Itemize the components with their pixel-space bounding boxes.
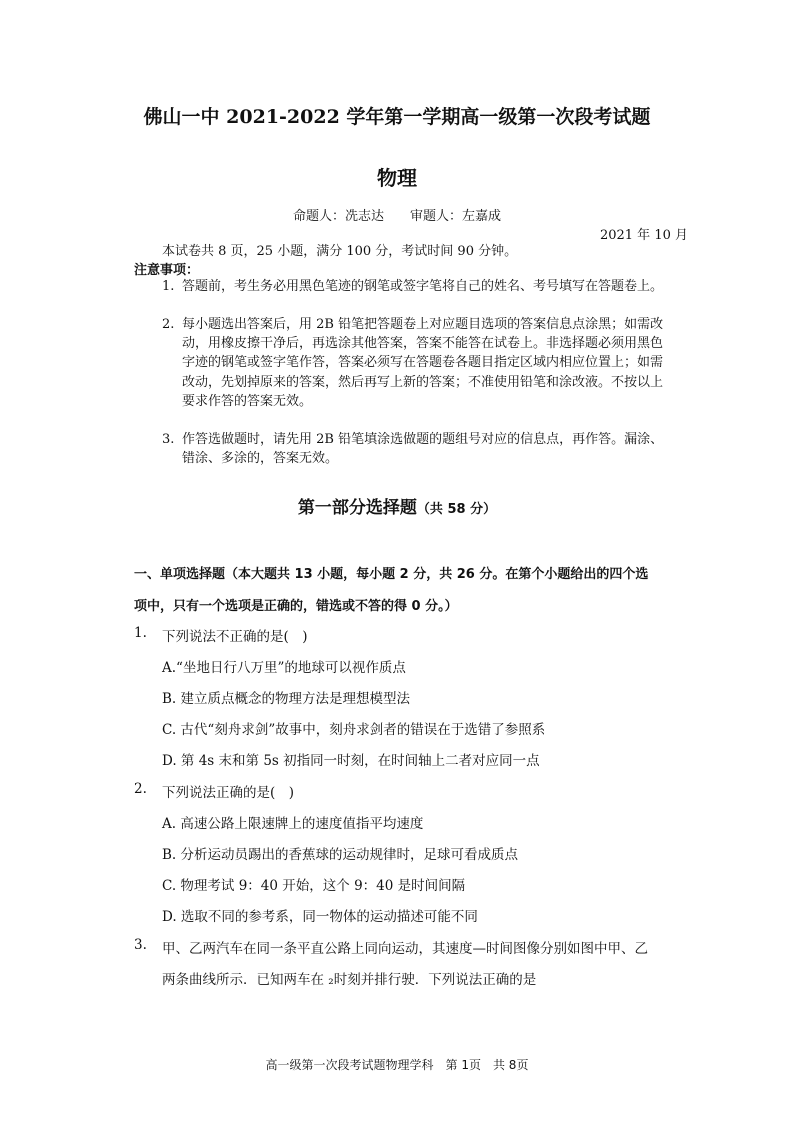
question-option: A. 高速公路上限速牌上的速度值指平均速度 xyxy=(162,816,424,832)
question-option: C. 古代“刻舟求剑”故事中，刻舟求剑者的错误在于选错了参照系 xyxy=(162,722,546,738)
notice-item-text: 作答选做题时，请先用 2B 铅笔填涂选做题的题组号对应的信息点，再作答。漏涂、错涂、多涂的，答案无效。 xyxy=(182,432,664,467)
question-number: 1. xyxy=(134,625,147,641)
page-footer: 高一级第一次段考试题物理学科 第 1页 共 8页 xyxy=(265,1058,529,1072)
part-one-title: 第一部分选择题 xyxy=(297,498,417,518)
notice-item-number: 3. xyxy=(162,432,175,447)
exam-date: 2021 年 10 月 xyxy=(599,228,688,243)
authors-line: 命题人：冼志达 审题人：左嘉成 xyxy=(292,209,501,224)
part-one-heading xyxy=(0,493,794,518)
notice-item-number: 2. xyxy=(162,317,175,332)
question-option: A.“坐地日行八万里”的地球可以视作质点 xyxy=(162,660,406,676)
question-stem: 下列说法正确的是( ) xyxy=(162,785,295,801)
question-option: B. 分析运动员踢出的香蕉球的运动规律时，足球可看成质点 xyxy=(162,847,519,863)
question-option: D. 选取不同的参考系，同一物体的运动描述可能不同 xyxy=(162,909,478,925)
part-one-score: （共 58 分） xyxy=(416,502,497,517)
exam-info: 本试卷共 8 页，25 小题，满分 100 分，考试时间 90 分钟。 xyxy=(162,244,518,259)
notice-item-number: 1. xyxy=(162,279,175,294)
question-number: 2. xyxy=(134,781,147,797)
question-option: B. 建立质点概念的物理方法是理想模型法 xyxy=(162,691,411,707)
question-stem-line2: 两条曲线所示．已知两车在 ₂时刻并排行驶．下列说法正确的是 xyxy=(162,972,537,988)
section-one-line2: 项中，只有一个选项是正确的，错选或不答的得 0 分。） xyxy=(134,599,458,614)
notice-item xyxy=(162,277,667,296)
section-one-line1: 一、单项选择题（本大题共 13 小题，每小题 2 分，共 26 分。在第个小题给出的四个选 xyxy=(134,567,649,582)
exam-title: 佛山一中 2021-2022 学年第一学期高一级第一次段考试题 xyxy=(143,106,651,128)
question-option: C. 物理考试 9：40 开始，这个 9：40 是时间间隔 xyxy=(162,878,466,894)
notice-item-text: 答题前，考生务必用黑色笔迹的钢笔或签字笔将自己的姓名、考号填写在答题卷上。 xyxy=(182,279,664,294)
notice-item xyxy=(162,315,667,411)
notice-item-text: 每小题选出答案后，用 2B 铅笔把答题卷上对应题目选项的答案信息点涂黑；如需改动，用橡皮擦干净后，再选涂其他答案，答案不能答在试卷上。非选择题必须用黑色字迹的钢笔或签字笔作答，答案必须写在答题卷各题目指定区域内相应位置上；如需改动，先划掉原来的答案，然后再写上新的答案；不准使用铅笔和涂改液。不按以上要求作答的答案无效。 xyxy=(182,317,664,409)
notice-item xyxy=(162,430,667,468)
question-stem-line1: 甲、乙两汽车在同一条平直公路上同向运动，其速度—时间图像分别如图中甲、乙 xyxy=(162,941,648,957)
question-option: D. 第 4s 末和第 5s 初指同一时刻，在时间轴上二者对应同一点 xyxy=(162,753,540,769)
notice-heading: 注意事项： xyxy=(134,263,200,278)
question-number: 3. xyxy=(134,937,147,953)
subject-title: 物理 xyxy=(377,166,417,190)
question-stem: 下列说法不正确的是( ) xyxy=(162,629,308,645)
